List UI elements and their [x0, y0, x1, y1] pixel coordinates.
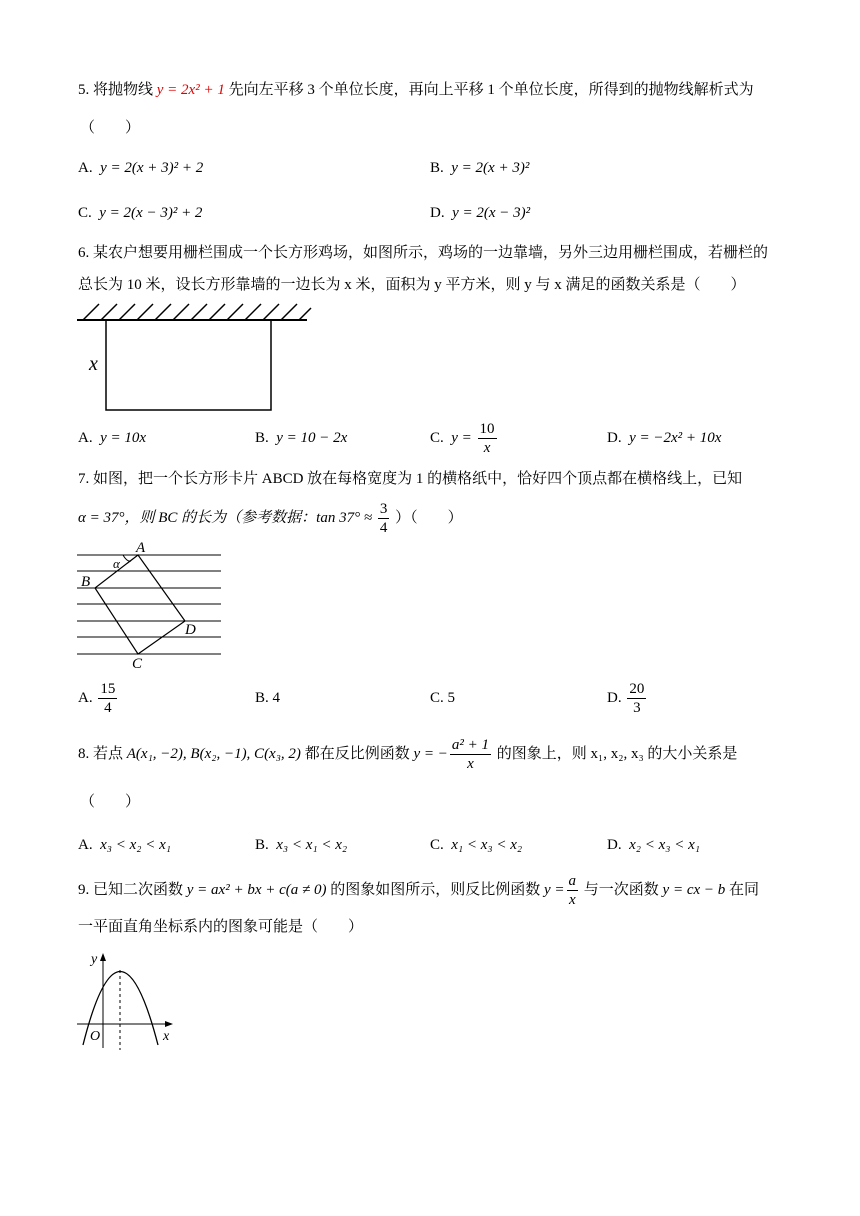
label-c: C	[132, 656, 143, 672]
q8-paren: （ ）	[80, 794, 141, 810]
q6-stem-line2: 总长为 10 米，设长方形靠墙的一边长为 x 米，面积为 y 平方米，则 y 与 x 满足的函数关系是（ ）	[78, 277, 746, 293]
q6-option-c: C. y = $\frac{10}{x}$	[430, 421, 495, 457]
q5-option-b: B. y = 2(x + 3)²	[430, 160, 530, 176]
y-axis-arrow	[100, 953, 106, 961]
q8-stem: 8. 若点 A(x₁, −2), B(x₂, −1), C(x₃, 2) 都在反比例函数 y = − $\frac{\text{a² + 1}}{x}$ 的图象上，则 x₁, x₂, x₃ 的大小关系是	[78, 737, 738, 773]
label-b: B	[81, 574, 91, 590]
q5-stem	[78, 80, 754, 100]
q6-option-b: B. y = 10 − 2x	[255, 430, 348, 446]
q5-paren: （ ）	[80, 120, 141, 136]
q8-option-b: B. x₃ < x₁ < x₂	[255, 837, 348, 853]
q5-option-a: A. y = 2(x + 3)² + 2	[78, 160, 204, 176]
q6-figure	[75, 300, 315, 415]
q7-option-b: B. 4	[255, 690, 281, 706]
label-alpha: α	[113, 556, 120, 571]
q8-option-d: D. x₂ < x₃ < x₁	[607, 837, 700, 853]
q9-label-y: y	[91, 952, 98, 967]
q5-option-c: C. y = 2(x − 3)² + 2	[78, 205, 203, 221]
q6-option-a: A. y = 10x	[78, 430, 147, 446]
q9-stem-line1: 9. 已知二次函数 y = ax² + bx + c(a ≠ 0) 的图象如图所示，则反比例函数 y = $\frac{a}{x}$ 与一次函数 y = cx − b 在同	[78, 873, 760, 909]
q6-option-d: D. y = −2x² + 10x	[607, 430, 722, 446]
q8-option-c: C. x₁ < x₃ < x₂	[430, 837, 523, 853]
q7-option-d: D. $\frac{20}{3}$	[607, 681, 645, 717]
wall-hatching	[83, 304, 311, 320]
chicken-coop-rect	[106, 320, 271, 410]
x-axis-arrow	[165, 1021, 173, 1027]
q7-option-c: C. 5	[430, 690, 456, 706]
q5-pre: 将抛物线	[93, 82, 154, 98]
q5-formula: y = 2x² + 1	[156, 82, 225, 98]
q9-label-o: O	[90, 1029, 101, 1044]
label-a: A	[136, 540, 146, 556]
q7-figure	[75, 538, 225, 673]
q9-label-x: x	[163, 1029, 170, 1044]
q5-option-d: D. y = 2(x − 3)²	[430, 205, 531, 221]
q8-option-a: A. x₃ < x₂ < x₁	[78, 837, 171, 853]
q7-stem-line1: 7. 如图，把一个长方形卡片 ABCD 放在每格宽度为 1 的横格纸中，恰好四个顶点都在横格线上，已知	[78, 471, 743, 487]
q9-stem-line2: 一平面直角坐标系内的图象可能是（ ）	[78, 919, 364, 935]
q5-post: 先向左平移 3 个单位长度，再向上平移 1 个单位长度，所得到的抛物线解析式为	[228, 82, 754, 98]
q7-stem-line2: α = 37°，则 BC 的长为（参考数据：tan 37° ≈ $\frac{3}{4}$ ）（ ）	[78, 501, 463, 537]
q6-stem-line1: 6. 某农户想要用栅栏围成一个长方形鸡场，如图所示，鸡场的一边靠墙，另外三边用栅栏围成，若栅栏的	[78, 245, 769, 261]
alpha-arc	[123, 555, 131, 561]
q5-num: 5.	[78, 82, 90, 98]
q6-fig-x-label: x	[89, 353, 98, 375]
label-d: D	[185, 622, 196, 638]
q7-option-a: A. $\frac{15}{4}$	[78, 681, 116, 717]
q9-figure	[75, 948, 185, 1053]
